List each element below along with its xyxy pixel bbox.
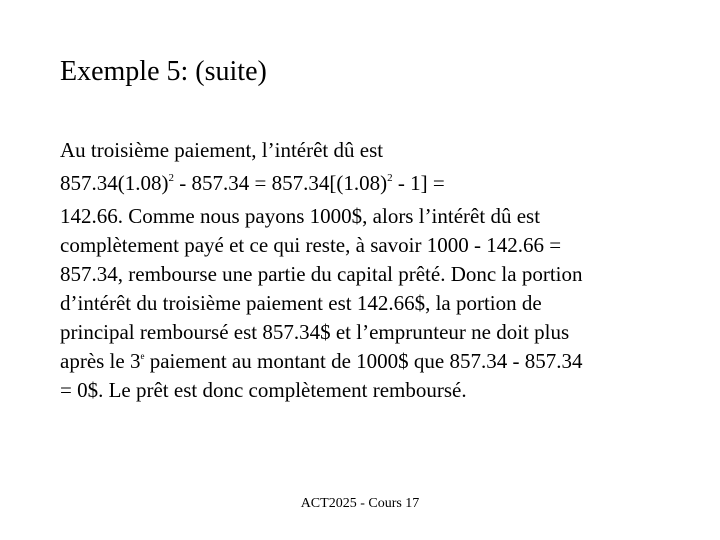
body-line-4: complètement payé et ce qui reste, à savoir 1000 - 142.66 =: [60, 233, 562, 257]
slide-body: [60, 136, 700, 405]
exponent-1: 2: [168, 172, 174, 184]
exponent-2: 2: [387, 172, 393, 184]
formula-part-2: - 857.34 = 857.34[(1.08): [174, 171, 388, 195]
body-line-1: Au troisième paiement, l’intérêt dû est: [60, 138, 384, 162]
slide-title: Exemple 5: (suite): [60, 56, 267, 87]
body-line-8: [60, 347, 700, 376]
body-line-5: 857.34, rembourse une partie du capital prêté. Donc la portion: [60, 262, 583, 286]
body-line-3: 142.66. Comme nous payons 1000$, alors l’intérêt dû est: [60, 204, 541, 228]
body-line-2: [60, 169, 700, 198]
formula-part-3: - 1] =: [392, 171, 445, 195]
ordinal-text: après le 3: [60, 349, 141, 373]
slide-footer: ACT2025 - Cours 17: [300, 496, 420, 511]
payment-text: paiement au montant de 1000$ que 857.34 - 857.34: [144, 349, 583, 373]
formula-part-1: 857.34(1.08): [60, 171, 169, 195]
ordinal-superscript: e: [140, 351, 145, 361]
body-line-6: d’intérêt du troisième paiement est 142.66$, la portion de: [60, 291, 542, 315]
body-line-7: principal remboursé est 857.34$ et l’emprunteur ne doit plus: [60, 320, 570, 344]
body-line-9: = 0$. Le prêt est donc complètement remboursé.: [60, 378, 467, 402]
